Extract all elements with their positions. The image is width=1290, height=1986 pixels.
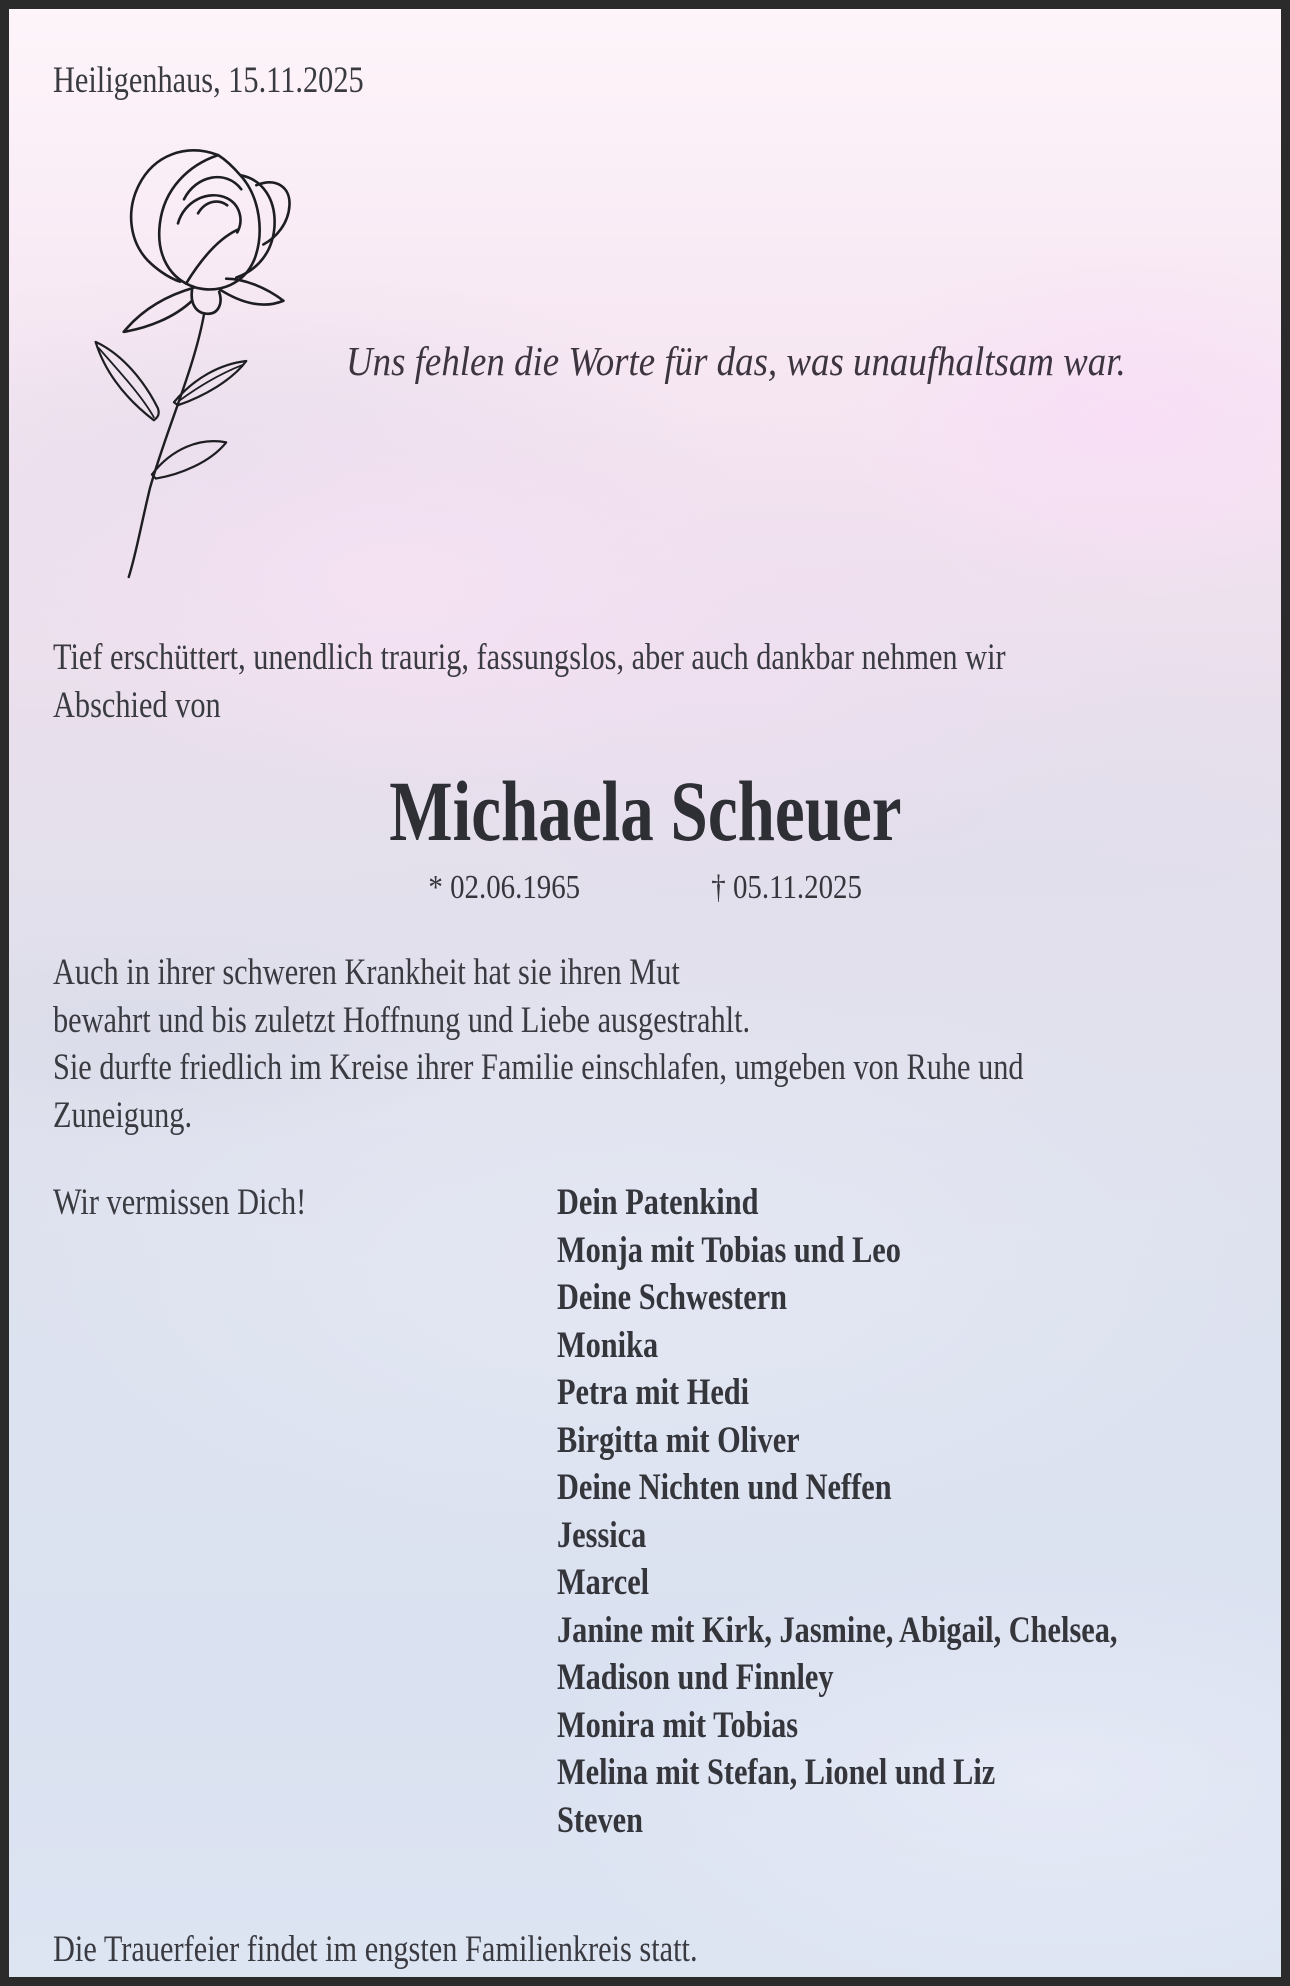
tribute-line: Sie durfte friedlich im Kreise ihrer Familie einschlafen, umgeben von Ruhe und: [53, 1047, 1024, 1088]
rose-icon: [67, 137, 299, 579]
mourner-line: Monika: [557, 1324, 659, 1366]
mourner-line: Steven: [557, 1799, 643, 1841]
mourner-line: Monja mit Tobias und Leo: [557, 1229, 901, 1271]
deceased-name-row: [9, 763, 1281, 859]
deceased-name: Michaela Scheuer: [388, 763, 902, 859]
dateline: [53, 57, 432, 105]
mourner-line: Petra mit Hedi: [557, 1372, 750, 1413]
tribute-line: bewahrt und bis zuletzt Hoffnung und Liebe ausgestrahlt.: [53, 999, 751, 1041]
intro-line: Tief erschüttert, unendlich traurig, fassungslos, aber auch dankbar nehmen wir: [53, 637, 1006, 678]
mourner-line: Marcel: [557, 1562, 650, 1603]
farewell-text: Wir vermissen Dich!: [53, 1182, 307, 1223]
mourner-line: Madison und Finnley: [557, 1657, 834, 1698]
farewell-line: [53, 1179, 362, 1227]
dateline-text: Heiligenhaus, 15.11.2025: [53, 60, 364, 101]
mourner-line: Monira mit Tobias: [557, 1704, 799, 1746]
rose-illustration: [67, 137, 299, 579]
memorial-quote: Uns fehlen die Worte für das, was unaufhaltsam war.: [346, 338, 1126, 384]
mourner-line: Birgitta mit Oliver: [557, 1419, 800, 1461]
mourner-line: Melina mit Stefan, Lionel und Liz: [557, 1752, 996, 1793]
mourner-line: Janine mit Kirk, Jasmine, Abigail, Chelsea,: [557, 1609, 1118, 1651]
death-date: † 05.11.2025: [710, 869, 862, 906]
mourner-line: Jessica: [557, 1514, 647, 1556]
birth-date: * 02.06.1965: [428, 869, 581, 906]
tribute-line: Zuneigung.: [53, 1094, 193, 1136]
mourners-list: [557, 1179, 1117, 1844]
mourner-line: Deine Schwestern: [557, 1277, 788, 1318]
life-dates: [9, 864, 1281, 912]
mourner-line: Dein Patenkind: [557, 1182, 759, 1223]
tribute-paragraph: [53, 949, 1024, 1139]
tribute-line: Auch in ihrer schweren Krankheit hat sie ihren Mut: [53, 952, 680, 993]
mourner-line: Deine Nichten und Neffen: [557, 1467, 892, 1508]
footer-text: Die Trauerfeier findet im engsten Familienkreis statt.: [53, 1929, 698, 1970]
intro-line: Abschied von: [53, 684, 221, 726]
intro-paragraph: [53, 634, 1006, 729]
footer-line: [53, 1926, 839, 1974]
